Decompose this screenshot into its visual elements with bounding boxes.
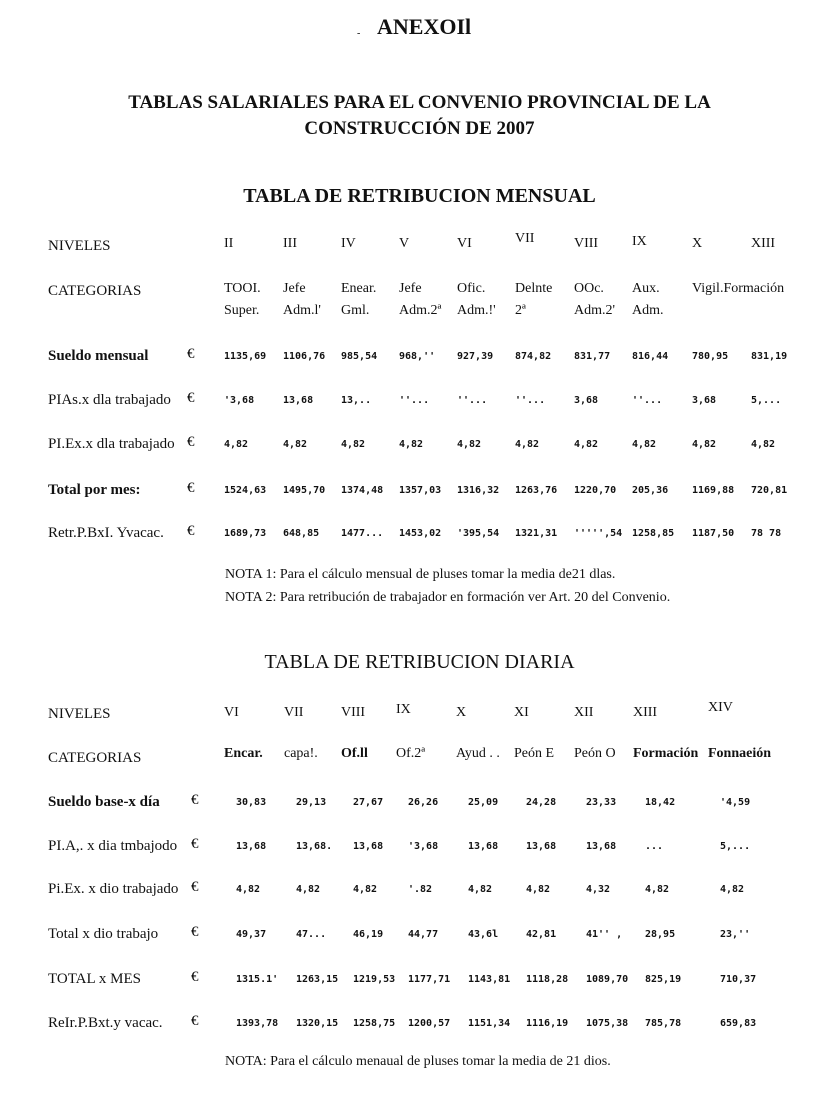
daily-value-cell: 13,68 — [468, 841, 499, 852]
monthly-row-label: Retr.P.BxI. Yvacac. — [48, 525, 164, 541]
monthly-level-header: VI — [457, 236, 472, 251]
monthly-value-cell: 1106,76 — [283, 351, 326, 362]
document-title-line-2: CONSTRUCCIÓN DE 2007 — [304, 118, 535, 139]
daily-value-cell: 18,42 — [645, 797, 676, 808]
monthly-category-line1: TOOI. — [224, 281, 261, 296]
monthly-value-cell: 78 78 — [751, 528, 782, 539]
monthly-value-cell: 1169,88 — [692, 485, 735, 496]
monthly-category-line1: Ofic. — [457, 281, 486, 296]
daily-value-cell: 4,82 — [468, 884, 493, 895]
euro-symbol: € — [187, 390, 195, 406]
daily-value-cell: 1118,28 — [526, 974, 569, 985]
daily-value-cell: 46,19 — [353, 929, 384, 940]
daily-value-cell: 4,82 — [526, 884, 551, 895]
daily-row-label: Pi.Ex. x dio trabajado — [48, 881, 179, 897]
euro-symbol: € — [187, 434, 195, 450]
daily-value-cell: 24,28 — [526, 797, 557, 808]
monthly-note-1: NOTA 1: Para el cálculo mensual de pluses tomar la media de21 dlas. — [225, 567, 616, 582]
daily-value-cell: 1200,57 — [408, 1018, 451, 1029]
annex-title: ANEXOIl — [377, 14, 472, 39]
euro-symbol: € — [187, 480, 195, 496]
monthly-level-header: II — [224, 236, 234, 251]
daily-value-cell: 1393,78 — [236, 1018, 279, 1029]
daily-value-cell: 785,78 — [645, 1018, 682, 1029]
monthly-value-cell: 4,82 — [751, 439, 776, 450]
monthly-level-header: III — [283, 236, 297, 251]
monthly-value-cell: 1321,31 — [515, 528, 558, 539]
monthly-category-line1: Enear. — [341, 281, 377, 296]
monthly-category-line1: OOc. — [574, 281, 604, 296]
daily-value-cell: 13,68 — [353, 841, 384, 852]
monthly-value-cell: 874,82 — [515, 351, 552, 362]
monthly-level-header: X — [692, 236, 703, 251]
daily-row-label: PI.A,. x dia tmbajodo — [48, 838, 178, 854]
monthly-value-cell: 4,82 — [457, 439, 482, 450]
daily-value-cell: 27,67 — [353, 797, 384, 808]
monthly-value-cell: 1374,48 — [341, 485, 384, 496]
monthly-value-cell: 4,82 — [283, 439, 308, 450]
daily-value-cell: 4,82 — [353, 884, 378, 895]
daily-value-cell: 13,68 — [586, 841, 617, 852]
daily-category: Ayud . . — [456, 746, 500, 761]
daily-value-cell: ... — [645, 841, 664, 852]
monthly-table-title: TABLA DE RETRIBUCION MENSUAL — [243, 185, 596, 207]
daily-row-label: TOTAL x MES — [48, 971, 141, 987]
daily-value-cell: 5,... — [720, 841, 751, 852]
daily-value-cell: 4,82 — [236, 884, 261, 895]
daily-level-header: XII — [574, 705, 594, 720]
daily-level-header: XI — [514, 705, 529, 720]
monthly-category-line1: Delnte — [515, 281, 553, 296]
monthly-value-cell: 831,19 — [751, 351, 788, 362]
monthly-value-cell: 831,77 — [574, 351, 611, 362]
monthly-value-cell: 4,82 — [632, 439, 657, 450]
daily-categories-label: CATEGORIAS — [48, 750, 142, 766]
daily-value-cell: 4,82 — [645, 884, 670, 895]
daily-value-cell: 825,19 — [645, 974, 682, 985]
daily-level-header: XIII — [633, 705, 658, 720]
monthly-value-cell: 3,68 — [574, 395, 599, 406]
daily-value-cell: '.82 — [408, 884, 433, 895]
monthly-value-cell: 968,'' — [399, 351, 436, 362]
monthly-category-line1: Jefe — [399, 281, 422, 296]
daily-level-header: VII — [284, 705, 304, 720]
monthly-value-cell: 13,68 — [283, 395, 314, 406]
monthly-value-cell: 1135,69 — [224, 351, 267, 362]
monthly-value-cell: 1453,02 — [399, 528, 442, 539]
daily-category: capa!. — [284, 746, 318, 761]
monthly-value-cell: ''''',54 — [574, 528, 623, 539]
monthly-value-cell: 985,54 — [341, 351, 378, 362]
daily-value-cell: 1177,71 — [408, 974, 451, 985]
monthly-value-cell: 1357,03 — [399, 485, 442, 496]
monthly-category-line1: Vigil.Formación — [692, 281, 785, 296]
daily-category: Peón E — [514, 746, 555, 761]
monthly-value-cell: 1477... — [341, 528, 384, 539]
monthly-value-cell: 720,81 — [751, 485, 788, 496]
monthly-category-line2: Gml. — [341, 303, 370, 318]
daily-value-cell: 659,83 — [720, 1018, 757, 1029]
monthly-value-cell: ''... — [399, 395, 430, 406]
monthly-category-line2: Adm.l' — [283, 303, 321, 318]
monthly-category-line2: Adm.2ª — [399, 303, 442, 318]
monthly-value-cell: 5,... — [751, 395, 782, 406]
daily-level-header: VIII — [341, 705, 366, 720]
daily-value-cell: 26,26 — [408, 797, 439, 808]
monthly-level-header: V — [399, 236, 410, 251]
euro-symbol: € — [191, 792, 199, 808]
daily-value-cell: 4,32 — [586, 884, 611, 895]
monthly-value-cell: 205,36 — [632, 485, 669, 496]
monthly-value-cell: 13,.. — [341, 395, 372, 406]
daily-value-cell: '4,59 — [720, 797, 751, 808]
monthly-value-cell: 1316,32 — [457, 485, 500, 496]
daily-value-cell: 13,68. — [296, 841, 333, 852]
monthly-value-cell: 4,82 — [692, 439, 717, 450]
monthly-value-cell: 780,95 — [692, 351, 729, 362]
daily-level-header: X — [456, 705, 467, 720]
daily-row-label: Sueldo base-x día — [48, 794, 160, 810]
daily-value-cell: 29,13 — [296, 797, 327, 808]
monthly-value-cell: 927,39 — [457, 351, 494, 362]
daily-category: Formación — [633, 746, 699, 761]
monthly-level-header: IX — [632, 234, 647, 249]
monthly-value-cell: 648,85 — [283, 528, 320, 539]
monthly-category-line2: Super. — [224, 303, 260, 318]
daily-value-cell: 43,6l — [468, 929, 499, 940]
monthly-value-cell: 4,82 — [574, 439, 599, 450]
monthly-row-label: Total por mes: — [48, 482, 141, 498]
monthly-value-cell: 1263,76 — [515, 485, 558, 496]
monthly-value-cell: 1258,85 — [632, 528, 675, 539]
monthly-level-header: VIII — [574, 236, 599, 251]
daily-value-cell: 1075,38 — [586, 1018, 629, 1029]
daily-value-cell: '3,68 — [408, 841, 439, 852]
monthly-category-line2: Adm.2' — [574, 303, 616, 318]
daily-category: Of.2ª — [396, 746, 426, 761]
monthly-category-line1: Aux. — [632, 281, 660, 296]
daily-level-header: XIV — [708, 700, 733, 715]
daily-value-cell: 23,33 — [586, 797, 617, 808]
monthly-value-cell: '395,54 — [457, 528, 500, 539]
euro-symbol: € — [191, 969, 199, 985]
daily-category: Encar. — [224, 746, 263, 761]
euro-symbol: € — [191, 879, 199, 895]
daily-value-cell: 1219,53 — [353, 974, 396, 985]
monthly-value-cell: 4,82 — [399, 439, 424, 450]
daily-value-cell: 1258,75 — [353, 1018, 396, 1029]
daily-value-cell: 1089,70 — [586, 974, 629, 985]
daily-levels-label: NIVELES — [48, 706, 111, 722]
daily-value-cell: 1320,15 — [296, 1018, 339, 1029]
monthly-value-cell: 816,44 — [632, 351, 669, 362]
euro-symbol: € — [191, 1013, 199, 1029]
daily-value-cell: 25,09 — [468, 797, 499, 808]
monthly-category-line2: 2ª — [515, 303, 526, 318]
daily-category: Peón O — [574, 746, 616, 761]
monthly-row-label: PIAs.x dla trabajado — [48, 392, 171, 408]
monthly-category-line2: Adm. — [632, 303, 664, 318]
monthly-level-header: IV — [341, 236, 356, 251]
annex-mark: - — [357, 28, 361, 39]
daily-value-cell: 49,37 — [236, 929, 267, 940]
monthly-category-line2: Adm.!' — [457, 303, 496, 318]
daily-value-cell: 44,77 — [408, 929, 439, 940]
daily-value-cell: 1116,19 — [526, 1018, 569, 1029]
monthly-value-cell: 4,82 — [224, 439, 249, 450]
daily-value-cell: 1263,15 — [296, 974, 339, 985]
monthly-row-label: Sueldo mensual — [48, 348, 149, 364]
daily-value-cell: 41'' , — [586, 929, 623, 940]
document-title-line-1: TABLAS SALARIALES PARA EL CONVENIO PROVINCIAL DE LA — [128, 92, 711, 113]
monthly-value-cell: 4,82 — [515, 439, 540, 450]
daily-category: Fonnaeión — [708, 746, 772, 761]
daily-value-cell: 23,'' — [720, 929, 751, 940]
daily-category: Of.ll — [341, 746, 368, 761]
monthly-value-cell: 1495,70 — [283, 485, 326, 496]
daily-note: NOTA: Para el cálculo menaual de pluses tomar la media de 21 dios. — [225, 1054, 611, 1069]
daily-level-header: IX — [396, 702, 411, 717]
daily-value-cell: 1151,34 — [468, 1018, 511, 1029]
daily-value-cell: 4,82 — [296, 884, 321, 895]
monthly-value-cell: 3,68 — [692, 395, 717, 406]
euro-symbol: € — [191, 836, 199, 852]
daily-value-cell: 28,95 — [645, 929, 676, 940]
daily-row-label: Total x dio trabajo — [48, 926, 159, 942]
monthly-value-cell: ''... — [632, 395, 663, 406]
daily-value-cell: 13,68 — [526, 841, 557, 852]
euro-symbol: € — [187, 523, 195, 539]
monthly-level-header: XIII — [751, 236, 776, 251]
euro-symbol: € — [191, 924, 199, 940]
monthly-value-cell: ''... — [457, 395, 488, 406]
daily-value-cell: 13,68 — [236, 841, 267, 852]
daily-row-label: ReIr.P.Bxt.y vacac. — [48, 1015, 163, 1031]
monthly-value-cell: '3,68 — [224, 395, 255, 406]
monthly-value-cell: 1524,63 — [224, 485, 267, 496]
daily-table-title: TABLA DE RETRIBUCION DIARIA — [264, 651, 575, 673]
daily-value-cell: 30,83 — [236, 797, 267, 808]
monthly-value-cell: 4,82 — [341, 439, 366, 450]
monthly-level-header: VII — [515, 231, 535, 246]
daily-level-header: VI — [224, 705, 239, 720]
daily-value-cell: 1315.1' — [236, 974, 279, 985]
monthly-value-cell: 1689,73 — [224, 528, 267, 539]
monthly-categories-label: CATEGORIAS — [48, 283, 142, 299]
monthly-value-cell: 1187,50 — [692, 528, 735, 539]
daily-value-cell: 47... — [296, 929, 327, 940]
euro-symbol: € — [187, 346, 195, 362]
daily-value-cell: 4,82 — [720, 884, 745, 895]
monthly-note-2: NOTA 2: Para retribución de trabajador en formación ver Art. 20 del Convenio. — [225, 590, 671, 605]
daily-value-cell: 710,37 — [720, 974, 757, 985]
monthly-value-cell: ''... — [515, 395, 546, 406]
monthly-value-cell: 1220,70 — [574, 485, 617, 496]
monthly-row-label: PI.Ex.x dla trabajado — [48, 436, 175, 452]
monthly-levels-label: NIVELES — [48, 238, 111, 254]
monthly-category-line1: Jefe — [283, 281, 306, 296]
daily-value-cell: 1143,81 — [468, 974, 511, 985]
daily-value-cell: 42,81 — [526, 929, 557, 940]
